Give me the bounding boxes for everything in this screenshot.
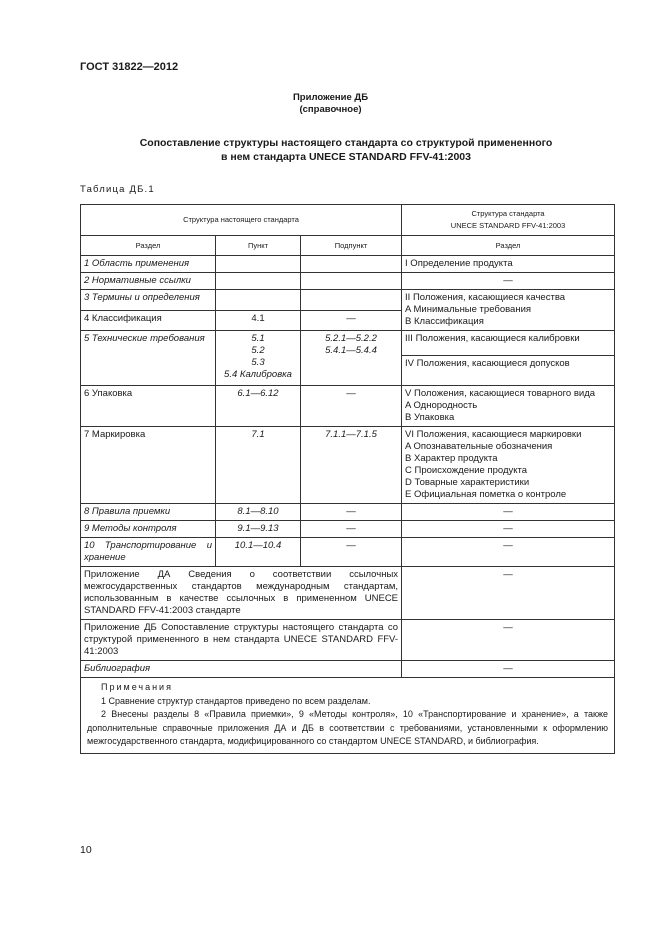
row-subclause	[301, 331, 402, 386]
table-row	[81, 567, 615, 620]
row-subclause	[301, 256, 402, 273]
row-unece: —	[402, 661, 615, 678]
table-row	[81, 661, 615, 678]
subclause-line: 5.4.1—5.4.4	[325, 345, 377, 356]
unece-line: A Минимальные требования	[405, 304, 532, 315]
header-unece-section: Раздел	[402, 236, 615, 256]
row-appendix-da: Приложение ДА Сведения о соответствии ссылочных межгосударственных стандартов международным стандартам, использованным в качестве ссылочных в примененном UNECE STANDARD FFV-41:2003 стандарте	[81, 567, 402, 620]
table-row	[81, 273, 615, 290]
structure-comparison-table	[80, 204, 615, 754]
header-clause: Пункт	[216, 236, 301, 256]
row-section: 4 Классификация	[81, 310, 216, 331]
clause-line: 5.1	[251, 333, 265, 344]
unece-line: II Положения, касающиеся качества	[405, 292, 566, 303]
row-subclause	[301, 273, 402, 290]
table-row	[81, 386, 615, 427]
table-row	[81, 538, 615, 567]
unece-line: A Опознавательные обозначения	[405, 441, 553, 452]
table-header-row	[81, 205, 615, 236]
header-section: Раздел	[81, 236, 216, 256]
unece-line: C Происхождение продукта	[405, 465, 528, 476]
appendix-heading	[0, 92, 661, 116]
unece-line: B Упаковка	[405, 412, 455, 423]
row-subclause: —	[301, 386, 402, 427]
row-unece: III Положения, касающиеся калибровки	[402, 331, 615, 356]
unece-line: B Классификация	[405, 316, 484, 327]
header-subclause: Подпункт	[301, 236, 402, 256]
note-1: 1 Сравнение структур стандартов приведено по всем разделам.	[101, 695, 371, 706]
section-line: 10 Транспортирование и	[84, 540, 212, 551]
clause-line: 5.4 Калибровка	[224, 369, 292, 380]
subclause-line: 5.2.1—5.2.2	[325, 333, 377, 344]
table-row	[81, 427, 615, 504]
table-label: Таблица ДБ.1	[80, 184, 155, 195]
unece-line: D Товарные характеристики	[405, 477, 530, 488]
row-unece: —	[402, 273, 615, 290]
row-unece: I Определение продукта	[402, 256, 615, 273]
row-unece: —	[402, 521, 615, 538]
appendix-title: Приложение ДБ	[292, 92, 369, 103]
notes-row	[81, 678, 615, 754]
appendix-subtitle: (справочное)	[299, 104, 362, 115]
table-subheader-row	[81, 236, 615, 256]
unece-line: V Положения, касающиеся товарного вида	[405, 388, 596, 399]
table-row	[81, 331, 615, 356]
row-section: 2 Нормативные ссылки	[81, 273, 216, 290]
row-appendix-db: Приложение ДБ Сопоставление структуры настоящего стандарта со структурой примененного в нем стандарта UNECE STANDARD FFV-41:2003	[81, 620, 402, 661]
row-section: 8 Правила приемки	[81, 504, 216, 521]
document-title-line2: в нем стандарта UNECE STANDARD FFV-41:2003	[221, 151, 471, 163]
header-right-group-line2: UNECE STANDARD FFV-41:2003	[450, 221, 566, 230]
table-row	[81, 521, 615, 538]
row-unece: IV Положения, касающиеся допусков	[402, 356, 615, 386]
row-unece: —	[402, 538, 615, 567]
row-subclause: —	[301, 538, 402, 567]
notes-title: Примечания	[101, 682, 173, 692]
header-left-group: Структура настоящего стандарта	[81, 205, 402, 236]
row-section: 3 Термины и определения	[81, 290, 216, 311]
row-clause: 10.1—10.4	[216, 538, 301, 567]
table-row	[81, 290, 615, 311]
row-section	[81, 538, 216, 567]
row-clause: 6.1—6.12	[216, 386, 301, 427]
document-title	[100, 136, 592, 164]
row-subclause: —	[301, 521, 402, 538]
row-bibliography: Библиография	[81, 661, 402, 678]
table-row	[81, 256, 615, 273]
row-unece: —	[402, 620, 615, 661]
row-section: 7 Маркировка	[81, 427, 216, 504]
row-clause: 8.1—8.10	[216, 504, 301, 521]
row-subclause	[301, 290, 402, 311]
clause-line: 5.3	[251, 357, 265, 368]
row-clause	[216, 256, 301, 273]
note-2: 2 Внесены разделы 8 «Правила приемки», 9 «Методы контроля», 10 «Транспортирование и хранение», а также дополнительные справочные приложения ДА и ДБ в соответствии с требованиями, установленными к оформлению межгосударственного стандарта, модифицированного со стандартом UNECE STANDARD, и библиография.	[87, 709, 609, 746]
row-subclause: —	[301, 504, 402, 521]
row-unece	[402, 427, 615, 504]
row-clause: 4.1	[216, 310, 301, 331]
table-notes	[81, 678, 615, 754]
unece-line: E Официальная пометка о контроле	[405, 489, 567, 500]
table-row	[81, 504, 615, 521]
section-line: хранение	[84, 552, 126, 563]
row-clause: 7.1	[216, 427, 301, 504]
row-clause	[216, 273, 301, 290]
row-clause	[216, 331, 301, 386]
row-unece	[402, 290, 615, 331]
document-title-line1: Сопоставление структуры настоящего стандарта со структурой примененного	[139, 137, 553, 149]
unece-line: B Характер продукта	[405, 453, 498, 464]
row-clause	[216, 290, 301, 311]
row-unece	[402, 386, 615, 427]
clause-line: 5.2	[251, 345, 265, 356]
row-section: 6 Упаковка	[81, 386, 216, 427]
row-subclause: 7.1.1—7.1.5	[301, 427, 402, 504]
row-subclause: —	[301, 310, 402, 331]
page-number: 10	[80, 844, 92, 856]
document-header: ГОСТ 31822—2012	[80, 61, 179, 73]
header-right-group	[402, 205, 615, 236]
header-right-group-line1: Структура стандарта	[471, 209, 545, 218]
row-section: 5 Технические требования	[81, 331, 216, 386]
row-clause: 9.1—9.13	[216, 521, 301, 538]
row-unece: —	[402, 504, 615, 521]
row-section: 9 Методы контроля	[81, 521, 216, 538]
row-section: 1 Область применения	[81, 256, 216, 273]
unece-line: A Однородность	[405, 400, 478, 411]
row-unece: —	[402, 567, 615, 620]
unece-line: VI Положения, касающиеся маркировки	[405, 429, 582, 440]
table-row	[81, 620, 615, 661]
